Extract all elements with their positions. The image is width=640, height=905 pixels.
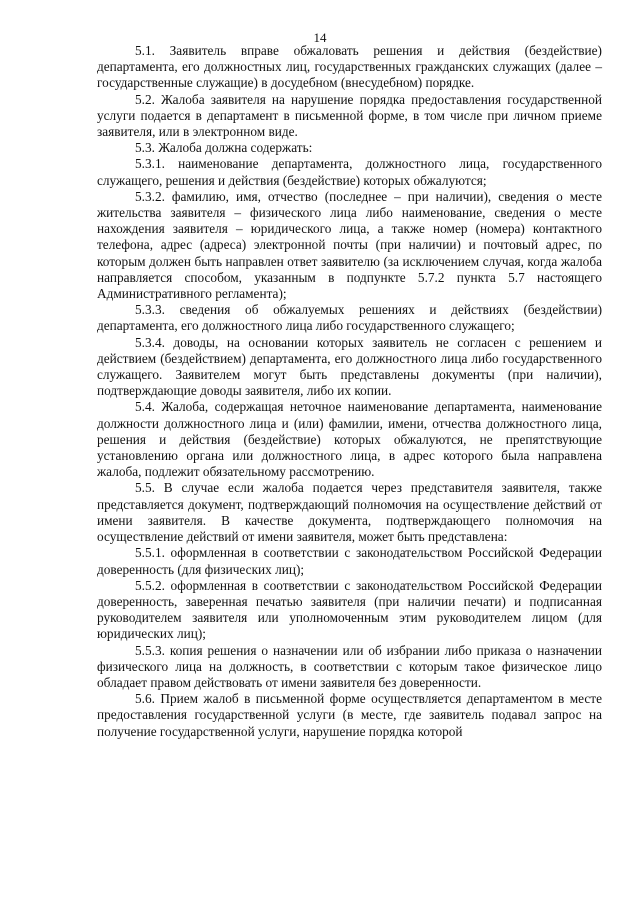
paragraph-5-5: 5.5. В случае если жалоба подается через представителя заявителя, также представляется документ, подтверждающий полномочия на осуществление действий от имени заявителя. В качестве документа, подтверждающего полномочия на осуществление действий от имени заявителя, может быть представлена: [97, 480, 602, 545]
paragraph-5-3-4: 5.3.4. доводы, на основании которых заявитель не согласен с решением и действием (бездействием) департамента, его должностного лица либо государственного служащего. Заявителем могут быть представлены документы (при наличии), подтверждающие доводы заявителя, либо их копии. [97, 334, 602, 399]
page-number: 14 [313, 30, 327, 45]
paragraph-5-5-3: 5.5.3. копия решения о назначении или об избрании либо приказа о назначении физического лица на должность, в соответствии с которым такое физическое лицо обладает правом действовать от имени заявителя без доверенности. [97, 642, 602, 690]
paragraph-5-6: 5.6. Прием жалоб в письменной форме осуществляется департаментом в месте предоставления государственной услуги (в месте, где заявитель подавал запрос на получение государственной услуги, нарушение порядка которой [97, 691, 602, 739]
paragraph-5-5-1: 5.5.1. оформленная в соответствии с законодательством Российской Федерации доверенность (для физических лиц); [97, 545, 602, 577]
paragraph-5-2: 5.2. Жалоба заявителя на нарушение порядка предоставления государственной услуги подается в департамент в письменной форме, в том числе при личном приеме заявителя, или в электронном виде. [97, 91, 602, 140]
paragraph-5-5-2: 5.5.2. оформленная в соответствии с законодательством Российской Федерации доверенность, заверенная печатью заявителя (при наличии печати) и подписанная руководителем заявителя или уполномоченным этим руководителем лицом (для юридических лиц); [97, 577, 602, 642]
paragraph-5-3-1: 5.3.1. наименование департамента, должностного лица, государственного служащего, решения и действия (бездействие) которых обжалуются; [97, 156, 602, 188]
paragraph-5-3-3: 5.3.3. сведения об обжалуемых решениях и действиях (бездействии) департамента, его должностного лица либо государственного служащего; [97, 302, 602, 334]
paragraph-5-3-2: 5.3.2. фамилию, имя, отчество (последнее – при наличии), сведения о месте жительства заявителя – физического лица либо наименование, сведения о месте нахождения заявителя – юридического лица, а также номер (номера) контактного телефона, адрес (адреса) электронной почты (при наличии) и почтовый адрес, по которым должен быть направлен ответ заявителю (за исключением случая, когда жалоба направляется способом, указанным в подпункте 5.7.2 пункта 5.7 настоящего Административного регламента); [97, 188, 602, 302]
paragraph-5-4: 5.4. Жалоба, содержащая неточное наименование департамента, наименование должности должностного лица и (или) фамилии, имени, отчества должностного лица, решения и действия (бездействие) которых обжалуются, не препятствующие установлению органа или должностного лица, в адрес которого была направлена жалоба, подлежит обязательному рассмотрению. [97, 399, 602, 480]
paragraph-5-1: 5.1. Заявитель вправе обжаловать решения и действия (бездействие) департамента, его должностных лиц, государственных гражданских служащих (далее – государственные служащие) в досудебном (внесудебном) порядке. [97, 43, 602, 91]
document-body [97, 43, 602, 740]
paragraph-5-3: 5.3. Жалоба должна содержать: [135, 140, 313, 156]
